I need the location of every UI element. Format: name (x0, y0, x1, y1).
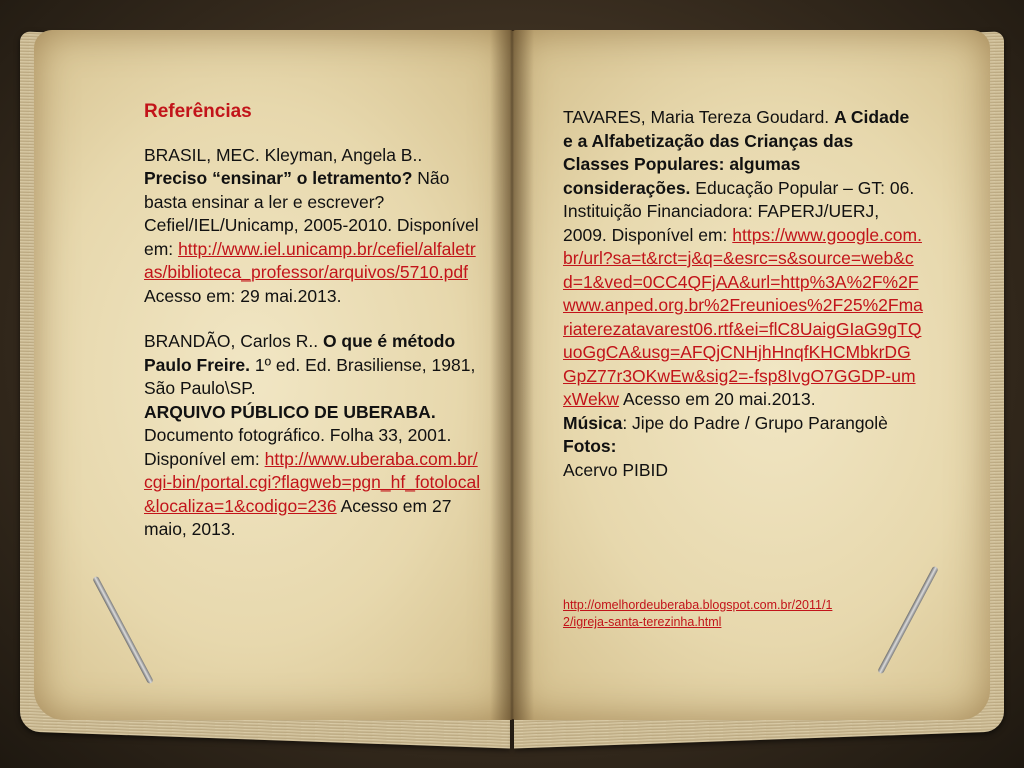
music-credit (563, 412, 923, 436)
left-page (34, 30, 514, 720)
ref-title: Preciso “ensinar” o letramento? (144, 168, 413, 188)
ref-details: 1º ed. Ed. Brasiliense, 1981, São Paulo\SP. (144, 354, 476, 398)
ref-access: Acesso em 20 mai.2013. (622, 389, 816, 409)
ref-link-google[interactable]: https://www.google.com.br/url?sa=t&rct=j&q=&esrc=s&source=web&cd=1&ved=0CC4QFjAA&url=http%3A%2F%2Fwww.anped.org.br%2Freunioes%2F25%2Fmariaterezatavarest06.rtf&ei=flC8UaigGIaG9gTQuoGgCA&usg=AFQjCNHjhHnqfKHCMbkrDGGpZ77r3OKwEw&sig2=-fsp8IvgO7GGDP-umxWekw (563, 224, 923, 409)
ref-details: Não basta ensinar a ler e escrever? Cefiel/IEL/Unicamp, 2005-2010. Disponível em: (144, 168, 479, 259)
ref-title: O que é método Paulo Freire. (144, 331, 456, 375)
photos-value: Acervo PIBID (563, 459, 669, 480)
ref-details: Documento fotográfico. Folha 33, 2001. Disponível em: (144, 425, 452, 469)
ref-author: BRANDÃO, Carlos R.. (144, 331, 319, 351)
ref-link-unicamp[interactable]: http://www.iel.unicamp.br/cefiel/alfaletras/biblioteca_professor/arquivos/5710.pdf (144, 238, 476, 282)
ref-author: TAVARES, Maria Tereza Goudard. (563, 107, 830, 127)
ref-access: Acesso em 27 maio, 2013. (144, 495, 452, 539)
photo-source-link[interactable]: http://omelhordeuberaba.blogspot.com.br/2011/12/igreja-santa-terezinha.html (563, 598, 833, 629)
ref-title: ARQUIVO PÚBLICO DE UBERABA. (144, 401, 436, 422)
right-page-text (563, 106, 923, 482)
book-spine-gutter (490, 30, 534, 720)
ref-title: A Cidade e a Alfabetização das Crianças das Classes Populares: algumas considerações. (563, 107, 910, 198)
reference-brasil (144, 144, 484, 309)
music-value: : Jipe do Padre / Grupo Parangolè (622, 412, 888, 433)
reference-brandao (144, 330, 484, 401)
ref-author: BRASIL, MEC. Kleyman, Angela B.. (144, 144, 423, 165)
right-page (512, 30, 990, 720)
references-heading: Referências (144, 101, 252, 122)
ref-details: Educação Popular – GT: 06. Instituição Financiadora: FAPERJ/UERJ, 2009. Disponível em: (563, 177, 915, 245)
photos-label (563, 435, 923, 459)
music-label: Música (563, 412, 623, 433)
reference-tavares (563, 106, 923, 412)
left-page-text (144, 100, 484, 564)
ref-link-uberaba[interactable]: http://www.uberaba.com.br/cgi-bin/portal.cgi?flagweb=pgn_hf_fotolocal&localiza=1&codigo=236 (144, 448, 481, 516)
ref-access: Acesso em: 29 mai.2013. (144, 285, 342, 306)
photos-label-text: Fotos: (563, 436, 617, 456)
reference-arquivo (144, 401, 484, 542)
